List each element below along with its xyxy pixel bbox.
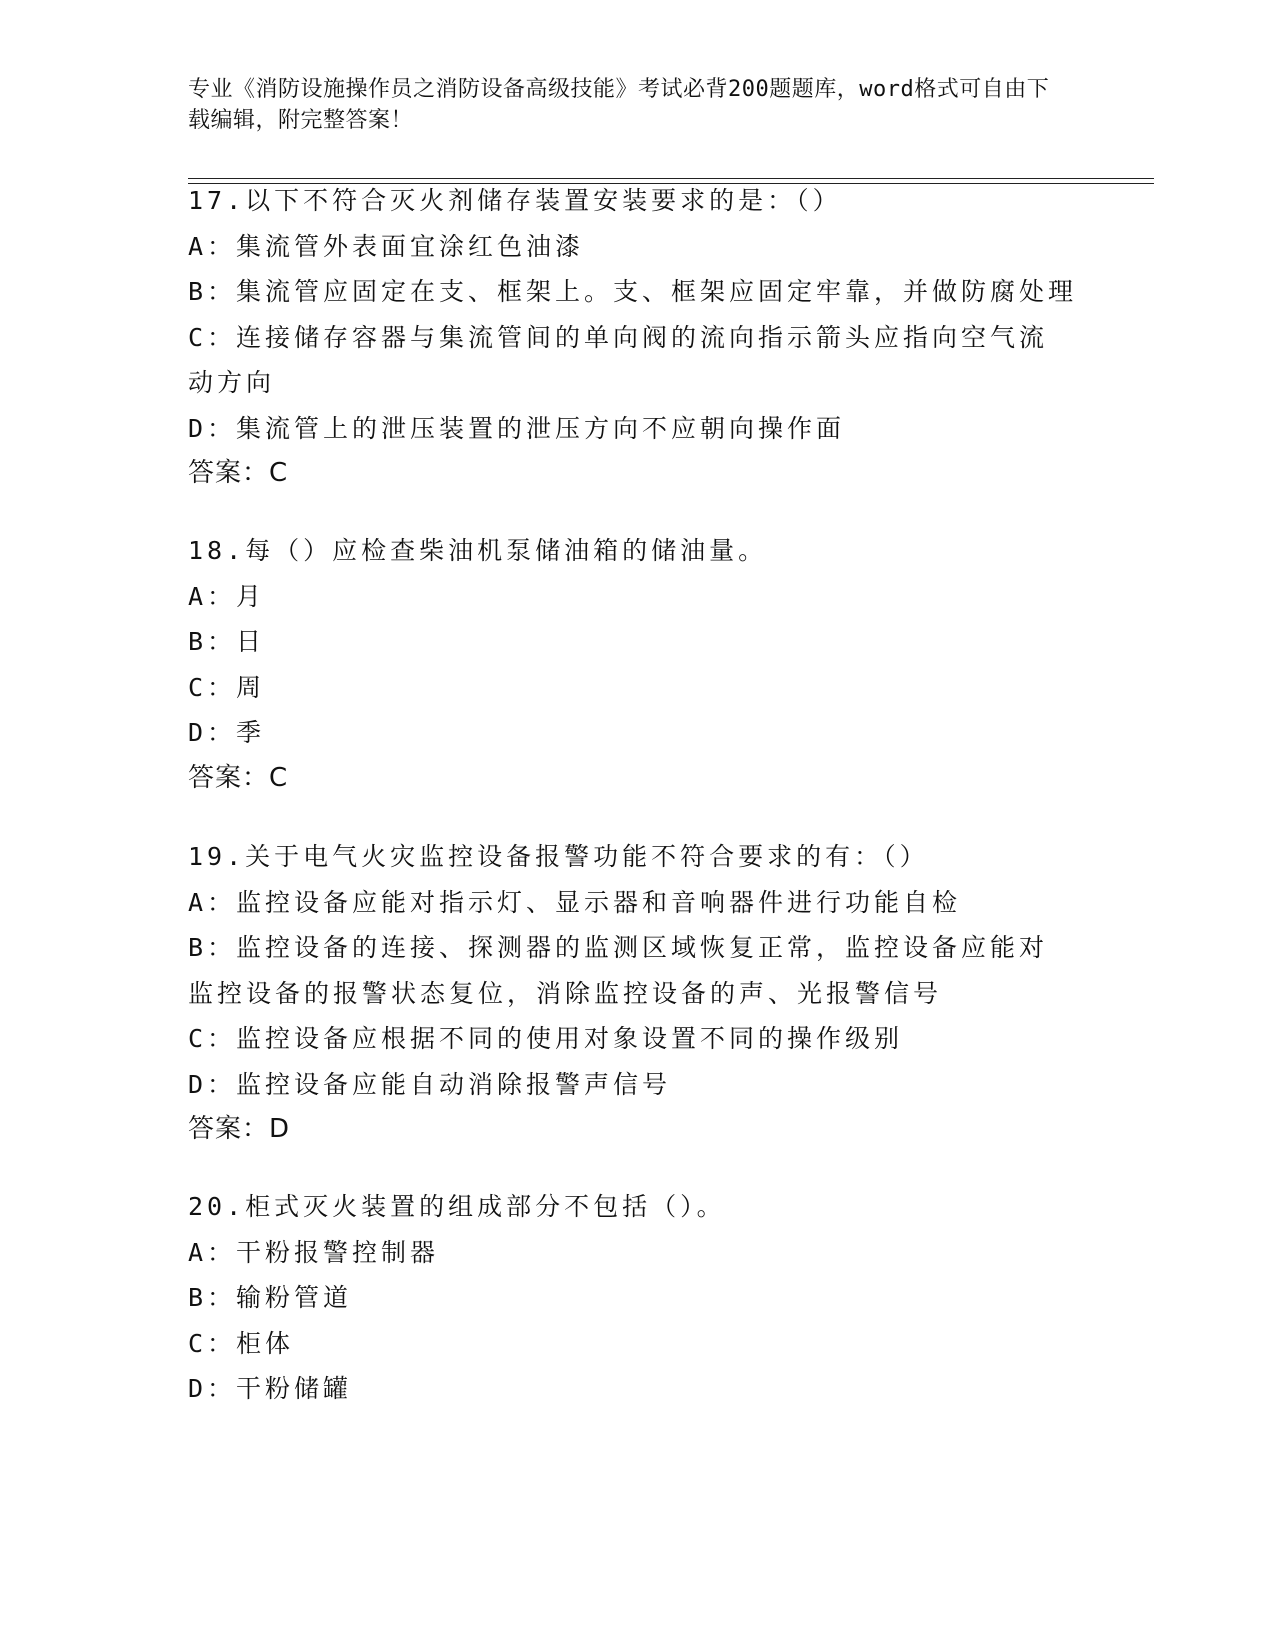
answer: 答案：C <box>188 762 289 793</box>
option-c: C：监控设备应根据不同的使用对象设置不同的操作级别 <box>188 1024 904 1053</box>
option-d: D：干粉储罐 <box>188 1374 353 1403</box>
question-stem: 19.关于电气火灾监控设备报警功能不符合要求的有：（） <box>188 842 929 871</box>
question-20 <box>188 1184 1068 1412</box>
option-a: A：干粉报警控制器 <box>188 1237 440 1267</box>
option-c: C：周 <box>188 672 266 702</box>
option-d: D：监控设备应能自动消除报警声信号 <box>188 1069 672 1099</box>
option-c: C：连接储存容器与集流管间的单向阀的流向指示箭头应指向空气流动方向 <box>188 322 1049 397</box>
option-b: B：日 <box>188 627 266 656</box>
answer: 答案：C <box>188 458 289 488</box>
option-d: D：集流管上的泄压装置的泄压方向不应朝向操作面 <box>188 413 846 443</box>
question-17 <box>188 178 1078 497</box>
question-18 <box>188 528 1068 801</box>
option-a: A：监控设备应能对指示灯、显示器和音响器件进行功能自检 <box>188 887 962 917</box>
option-b: B：监控设备的连接、探测器的监测区域恢复正常，监控设备应能对监控设备的报警状态复位，消除监控设备的声、光报警信号 <box>188 933 1049 1008</box>
document-header: 专业《消防设施操作员之消防设备高级技能》考试必背200题题库，word格式可自由下载编辑，附完整答案！ <box>188 77 1050 133</box>
question-stem: 18.每（）应检查柴油机泵储油箱的储油量。 <box>188 536 768 565</box>
answer: 答案：D <box>188 1114 291 1144</box>
option-b: B：输粉管道 <box>188 1283 353 1312</box>
option-d: D：季 <box>188 718 266 747</box>
option-c: C：柜体 <box>188 1328 295 1358</box>
question-stem: 17.以下不符合灭火剂储存装置安装要求的是：（） <box>188 186 842 215</box>
option-a: A：月 <box>188 581 266 611</box>
option-a: A：集流管外表面宜涂红色油漆 <box>188 231 585 261</box>
option-b: B：集流管应固定在支、框架上。支、框架应固定牢靠，并做防腐处理 <box>188 277 1078 306</box>
question-19 <box>188 834 1068 1153</box>
question-stem: 20.柜式灭火装置的组成部分不包括（）。 <box>188 1192 726 1221</box>
